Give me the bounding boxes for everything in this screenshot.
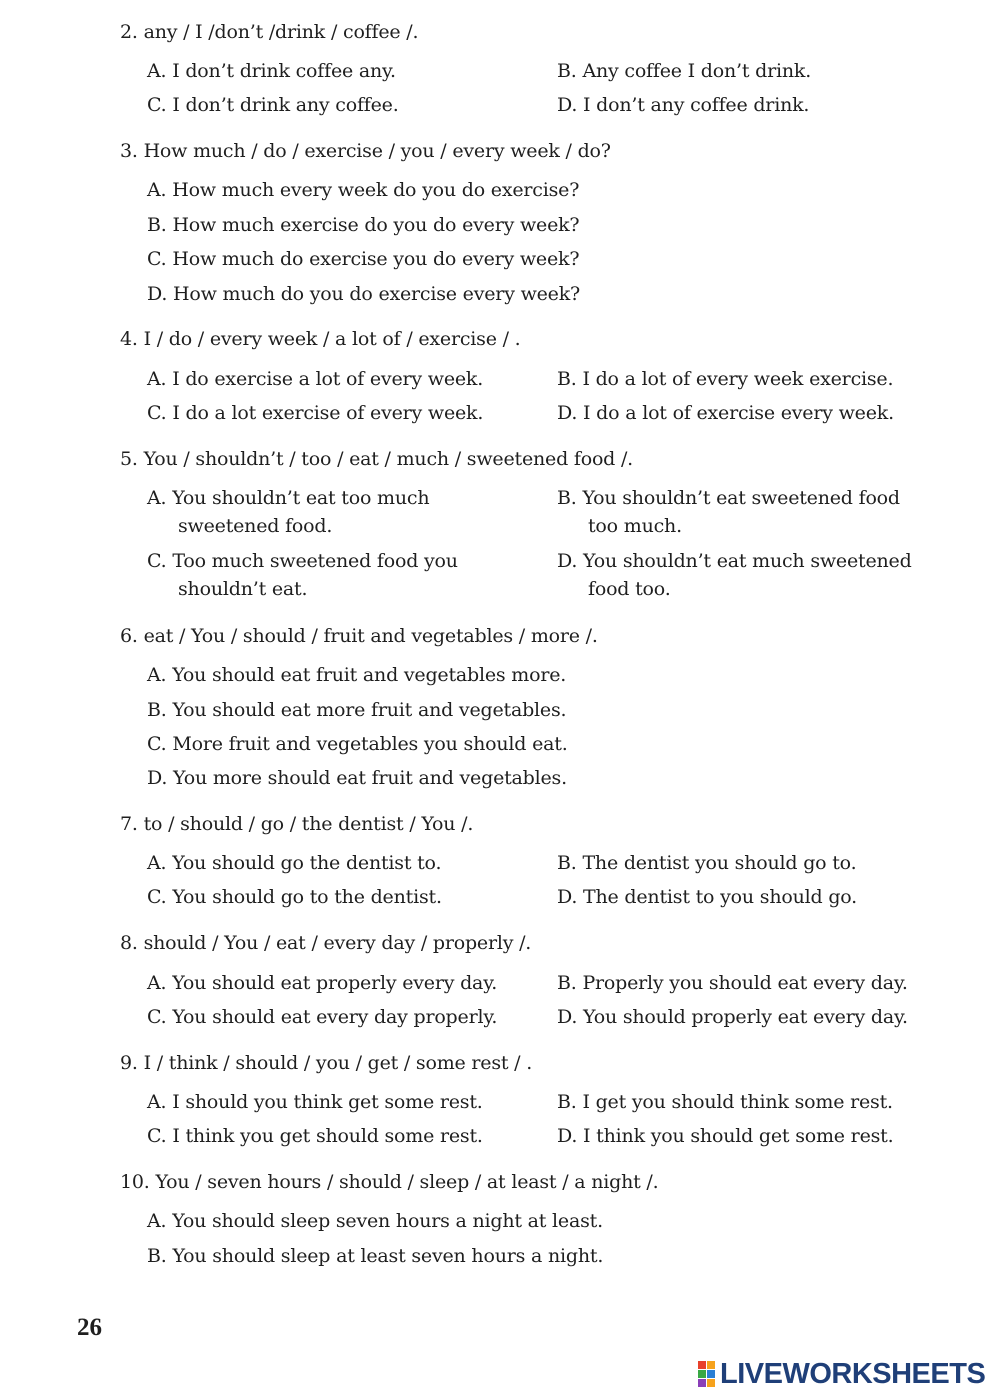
question-4-option-c: C. I do a lot exercise of every week. xyxy=(147,402,484,424)
question-9-stem: 9. I / think / should / you / get / some rest / . xyxy=(120,1052,533,1074)
question-5-stem: 5. You / shouldn’t / too / eat / much / sweetened food /. xyxy=(120,448,634,470)
question-7-option-b: B. The dentist you should go to. xyxy=(557,852,857,874)
question-5-option-a-line-2: sweetened food. xyxy=(178,515,333,537)
question-6-option-b: B. You should eat more fruit and vegetables. xyxy=(147,699,567,721)
question-2-option-d: D. I don’t any coffee drink. xyxy=(557,94,810,116)
question-5-option-d xyxy=(557,549,912,601)
logo-mark-icon xyxy=(698,1361,715,1387)
question-10-option-b: B. You should sleep at least seven hours a night. xyxy=(147,1245,604,1267)
question-8-option-a: A. You should eat properly every day. xyxy=(147,972,498,994)
question-4-stem: 4. I / do / every week / a lot of / exercise / . xyxy=(120,328,521,350)
question-5-option-d-line-1: D. You shouldn’t eat much sweetened xyxy=(557,550,912,572)
question-8-stem: 8. should / You / eat / every day / properly /. xyxy=(120,932,532,954)
question-2-option-b: B. Any coffee I don’t drink. xyxy=(557,60,812,82)
question-5-option-b xyxy=(557,486,900,538)
liveworksheets-logo[interactable] xyxy=(698,1357,985,1391)
question-9-option-c: C. I think you get should some rest. xyxy=(147,1125,483,1147)
question-3-stem: 3. How much / do / exercise / you / every week / do? xyxy=(120,140,611,162)
question-3-option-b: B. How much exercise do you do every week? xyxy=(147,214,580,236)
question-6-option-a: A. You should eat fruit and vegetables more. xyxy=(147,664,567,686)
question-8-option-c: C. You should eat every day properly. xyxy=(147,1006,498,1028)
question-7-option-c: C. You should go to the dentist. xyxy=(147,886,442,908)
question-6-option-c: C. More fruit and vegetables you should eat. xyxy=(147,733,568,755)
question-3-option-d: D. How much do you do exercise every week? xyxy=(147,283,581,305)
page-number: 26 xyxy=(77,1314,102,1341)
question-3-option-a: A. How much every week do you do exercise? xyxy=(147,179,580,201)
question-5-option-b-line-1: B. You shouldn’t eat sweetened food xyxy=(557,487,900,509)
question-10-option-a: A. You should sleep seven hours a night at least. xyxy=(147,1210,603,1232)
question-5-option-a xyxy=(147,486,429,538)
question-5-option-a-line-1: A. You shouldn’t eat too much xyxy=(147,487,430,509)
question-5-option-c-line-2: shouldn’t eat. xyxy=(178,578,308,600)
question-10-stem: 10. You / seven hours / should / sleep / at least / a night /. xyxy=(120,1171,659,1193)
question-6-option-d: D. You more should eat fruit and vegetables. xyxy=(147,767,567,789)
question-9-option-a: A. I should you think get some rest. xyxy=(147,1091,483,1113)
question-5-option-c-line-1: C. Too much sweetened food you xyxy=(147,550,458,572)
question-7-option-d: D. The dentist to you should go. xyxy=(557,886,858,908)
question-5-option-b-line-2: too much. xyxy=(588,515,682,537)
question-7-stem: 7. to / should / go / the dentist / You /. xyxy=(120,813,474,835)
question-4-option-d: D. I do a lot of exercise every week. xyxy=(557,402,894,424)
question-2-stem: 2. any / I /don’t /drink / coffee /. xyxy=(120,21,419,43)
question-4-option-b: B. I do a lot of every week exercise. xyxy=(557,368,894,390)
question-2-option-c: C. I don’t drink any coffee. xyxy=(147,94,399,116)
question-7-option-a: A. You should go the dentist to. xyxy=(147,852,442,874)
question-8-option-d: D. You should properly eat every day. xyxy=(557,1006,908,1028)
logo-text: LIVEWORKSHEETS xyxy=(720,1357,986,1390)
question-2-option-a: A. I don’t drink coffee any. xyxy=(147,60,396,82)
question-5-option-c xyxy=(147,549,458,601)
question-9-option-b: B. I get you should think some rest. xyxy=(557,1091,893,1113)
question-4-option-a: A. I do exercise a lot of every week. xyxy=(147,368,484,390)
question-5-option-d-line-2: food too. xyxy=(588,578,671,600)
question-3-option-c: C. How much do exercise you do every week? xyxy=(147,248,580,270)
question-9-option-d: D. I think you should get some rest. xyxy=(557,1125,894,1147)
question-6-stem: 6. eat / You / should / fruit and vegetables / more /. xyxy=(120,625,598,647)
question-8-option-b: B. Properly you should eat every day. xyxy=(557,972,908,994)
